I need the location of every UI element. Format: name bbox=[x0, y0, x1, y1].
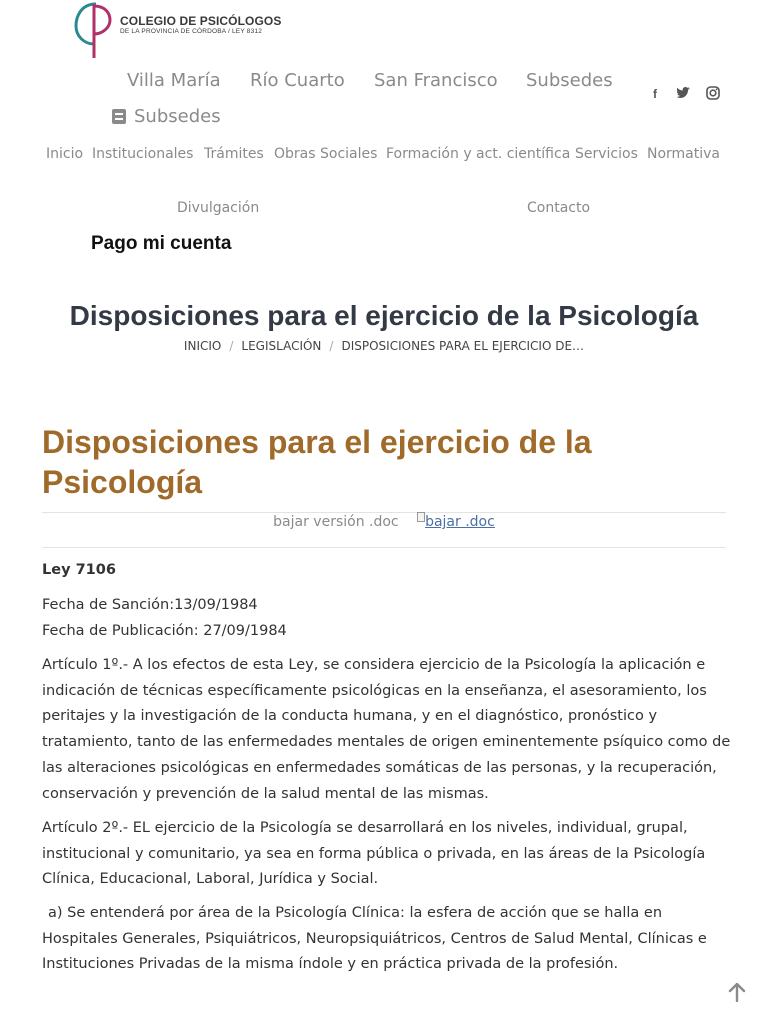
article-1-text: Artículo 1º.- A los efectos de esta Ley, se considera ejercicio de la Psicología la aplicación e indicación de técnicas específicamente psicológicas en la enseñanza, el asesoramiento, los peritajes y la investigación de la conducta humana, y en el diagnóstico, pronóstico y tratamiento, tanto de las enfermedades mentales de origen eminentemente psíquico como de las alteraciones psicológicas en enfermedades somáticas de las personas, y la recuperación, conservación y prevención de la salud mental de las mismas. bbox=[42, 657, 731, 802]
menu-formacion[interactable]: Formación y act. científica bbox=[386, 146, 571, 162]
law-dates bbox=[42, 593, 732, 644]
divider bbox=[42, 512, 726, 513]
pago-mi-cuenta-link[interactable]: Pago mi cuenta bbox=[91, 233, 232, 254]
nav-rio-cuarto[interactable]: Río Cuarto bbox=[250, 70, 345, 91]
logo-mark-icon bbox=[72, 0, 120, 60]
menu-servicios[interactable]: Servicios bbox=[575, 146, 638, 162]
article-title: Disposiciones para el ejercicio de la Psicología bbox=[42, 424, 592, 500]
subsedes-menu-label: Subsedes bbox=[134, 106, 221, 127]
nav-subsedes[interactable]: Subsedes bbox=[526, 70, 613, 91]
breadcrumb-separator: / bbox=[329, 339, 334, 353]
facebook-icon[interactable]: f bbox=[653, 87, 657, 101]
breadcrumb bbox=[0, 339, 768, 353]
subsedes-menu[interactable] bbox=[112, 106, 221, 127]
twitter-icon[interactable] bbox=[676, 86, 692, 102]
menu-inicio[interactable]: Inicio bbox=[46, 146, 84, 162]
menu-tramites[interactable]: Trámites bbox=[204, 146, 264, 162]
instagram-icon[interactable] bbox=[705, 86, 721, 102]
logo-subtitle: DE LA PROVINCIA DE CÓRDOBA / LEY 8312 bbox=[120, 28, 263, 35]
divider bbox=[42, 547, 726, 548]
download-text: bajar versión .doc bbox=[273, 514, 399, 530]
download-doc-link[interactable]: bajar .doc bbox=[417, 514, 495, 530]
fecha-sancion: Fecha de Sanción:13/09/1984 bbox=[42, 597, 258, 613]
menu-divulgacion[interactable]: Divulgación bbox=[177, 200, 260, 216]
menu-obras-sociales[interactable]: Obras Sociales bbox=[274, 146, 378, 162]
list-icon bbox=[112, 109, 126, 124]
page-title: Disposiciones para el ejercicio de la Psicología bbox=[69, 300, 699, 331]
article-2a bbox=[42, 901, 732, 978]
law-number: Ley 7106 bbox=[42, 562, 116, 578]
article-2a-text: a) Se entenderá por área de la Psicología Clínica: la esfera de acción que se halla en Hospitales Generales, Psiquiátricos, Neuropsiquiátricos, Centros de Salud Mental, Clínicas e Instituciones Privadas de la misma índole y en práctica privada de la profesión. bbox=[42, 905, 707, 973]
download-row bbox=[42, 514, 726, 530]
article-1 bbox=[42, 653, 732, 807]
menu-institucionales[interactable]: Institucionales bbox=[92, 146, 194, 162]
menu-normativa[interactable]: Normativa bbox=[647, 146, 721, 162]
article-2-text: Artículo 2º.- EL ejercicio de la Psicología se desarrollará en los niveles, individual, grupal, institucional y comunitario, ya sea en forma pública o privada, en las áreas de la Psicología Clínica, Educacional, Laboral, Jurídica y Social. bbox=[42, 820, 706, 888]
fecha-publicacion: Fecha de Publicación: 27/09/1984 bbox=[42, 622, 287, 639]
breadcrumb-inicio[interactable]: INICIO bbox=[183, 339, 222, 353]
menu-contacto[interactable]: Contacto bbox=[527, 200, 591, 216]
nav-san-francisco[interactable]: San Francisco bbox=[374, 70, 498, 91]
site-logo[interactable] bbox=[72, 0, 282, 60]
article-2 bbox=[42, 816, 732, 893]
breadcrumb-separator: / bbox=[229, 339, 234, 353]
nav-villa-maria[interactable]: Villa María bbox=[127, 70, 221, 91]
breadcrumb-legislacion[interactable]: LEGISLACIÓN bbox=[241, 339, 322, 353]
arrow-up-icon[interactable] bbox=[726, 982, 748, 1004]
logo-name: COLEGIO DE PSICÓLOGOS bbox=[120, 14, 282, 28]
breadcrumb-current: DISPOSICIONES PARA EL EJERCICIO DE… bbox=[341, 339, 585, 353]
